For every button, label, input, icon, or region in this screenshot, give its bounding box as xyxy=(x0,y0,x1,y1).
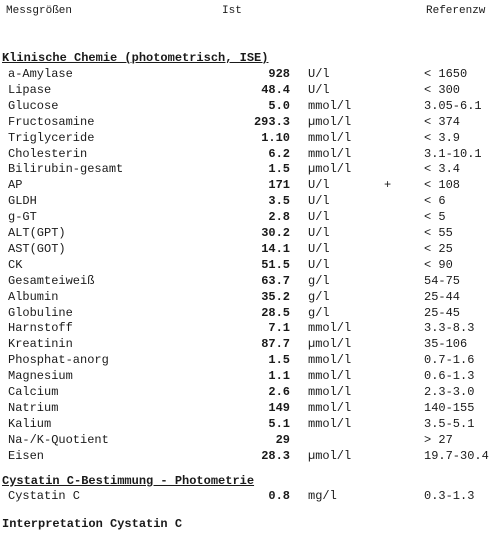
unit: mmol/l xyxy=(308,369,352,384)
table-row xyxy=(0,368,500,384)
footer-interpretation-heading: Interpretation Cystatin C xyxy=(2,517,183,531)
reference-range: < 374 xyxy=(424,114,461,129)
table-row xyxy=(0,193,500,209)
table-row xyxy=(0,336,500,352)
measured-value: 1.5 xyxy=(268,162,290,177)
unit: mmol/l xyxy=(308,321,352,336)
table-row xyxy=(0,161,500,177)
parameter-name: Na-/K-Quotient xyxy=(8,432,109,447)
reference-range: < 25 xyxy=(424,241,453,256)
table-row xyxy=(0,320,500,336)
unit: g/l xyxy=(308,273,330,288)
measured-value: 29 xyxy=(275,432,290,447)
unit: U/l xyxy=(308,82,330,97)
column-header-parameter: Messgrößen xyxy=(6,5,73,17)
measured-value: 171 xyxy=(268,178,290,193)
table-row xyxy=(0,384,500,400)
table-row xyxy=(0,273,500,289)
table-row xyxy=(0,352,500,368)
measured-value: 293.3 xyxy=(253,114,290,129)
measured-value: 3.5 xyxy=(268,194,290,209)
unit: U/l xyxy=(308,257,330,272)
table-row xyxy=(0,289,500,305)
table-row xyxy=(0,209,500,225)
reference-range: < 3.9 xyxy=(424,130,461,145)
measured-value: 2.8 xyxy=(268,210,290,225)
measured-value: 1.10 xyxy=(261,130,290,145)
parameter-name: Harnstoff xyxy=(8,321,73,336)
unit: mmol/l xyxy=(308,146,352,161)
measured-value: 14.1 xyxy=(261,241,290,256)
parameter-name: Albumin xyxy=(8,289,59,304)
unit: µmol/l xyxy=(308,337,352,352)
reference-range: 25-45 xyxy=(424,305,461,320)
parameter-name: GLDH xyxy=(8,194,37,209)
unit: mmol/l xyxy=(308,353,352,368)
table-row xyxy=(0,82,500,98)
reference-range: 140-155 xyxy=(424,400,475,415)
unit: U/l xyxy=(308,67,330,81)
unit: U/l xyxy=(308,210,330,225)
parameter-name: Triglyceride xyxy=(8,130,95,145)
parameter-name: g-GT xyxy=(8,210,37,225)
parameter-name: Magnesium xyxy=(8,369,73,384)
parameter-name: Calcium xyxy=(8,385,59,399)
reference-range: < 108 xyxy=(424,178,461,193)
parameter-name: Fructosamine xyxy=(8,114,95,129)
unit: mmol/l xyxy=(308,416,352,431)
unit: U/l xyxy=(308,226,330,240)
measured-value: 6.2 xyxy=(268,146,290,161)
table-row xyxy=(0,400,500,416)
reference-range: 35-106 xyxy=(424,337,468,352)
parameter-name: ALT(GPT) xyxy=(8,226,66,240)
column-header-reference: Referenzw xyxy=(426,5,486,17)
parameter-name: Natrium xyxy=(8,400,59,415)
reference-range: 0.7-1.6 xyxy=(424,353,475,368)
measured-value: 1.5 xyxy=(268,353,290,368)
section-title-clinical-chemistry: Klinische Chemie (photometrisch, ISE) xyxy=(2,51,269,65)
table-row xyxy=(0,130,500,146)
abnormal-flag: + xyxy=(384,178,392,193)
unit: mg/l xyxy=(308,489,337,503)
table-row xyxy=(0,177,500,193)
unit: g/l xyxy=(308,289,330,304)
unit: U/l xyxy=(308,178,330,193)
table-row xyxy=(0,488,500,504)
unit: mmol/l xyxy=(308,400,352,415)
measured-value: 28.3 xyxy=(261,448,290,463)
table-row xyxy=(0,305,500,321)
table-row xyxy=(0,432,500,448)
parameter-name: Cystatin C xyxy=(8,489,81,503)
reference-range: 2.3-3.0 xyxy=(424,385,475,399)
measured-value: 5.1 xyxy=(268,416,290,431)
reference-range: < 5 xyxy=(424,210,446,225)
reference-range: 0.3-1.3 xyxy=(424,489,475,503)
parameter-name: Phosphat-anorg xyxy=(8,353,109,368)
table-row xyxy=(0,448,500,464)
table-row xyxy=(0,225,500,241)
parameter-name: Globuline xyxy=(8,305,73,320)
parameter-name: Kreatinin xyxy=(8,337,73,352)
measured-value: 48.4 xyxy=(261,82,290,97)
table-row xyxy=(0,241,500,257)
unit: mmol/l xyxy=(308,385,352,399)
measured-value: 30.2 xyxy=(261,226,290,240)
unit: mmol/l xyxy=(308,130,352,145)
parameter-name: CK xyxy=(8,257,23,272)
table-row xyxy=(0,257,500,273)
measured-value: 35.2 xyxy=(261,289,290,304)
parameter-name: Lipase xyxy=(8,82,52,97)
reference-range: 19.7-30.4 xyxy=(424,448,489,463)
parameter-name: AP xyxy=(8,178,23,193)
parameter-name: a-Amylase xyxy=(8,67,73,81)
reference-range: > 27 xyxy=(424,432,453,447)
measured-value: 51.5 xyxy=(261,257,290,272)
reference-range: 3.1-10.1 xyxy=(424,146,482,161)
table-row xyxy=(0,146,500,162)
table-row xyxy=(0,66,500,82)
unit: µmol/l xyxy=(308,162,352,177)
column-header-ist: Ist xyxy=(222,5,242,17)
measured-value: 87.7 xyxy=(261,337,290,352)
unit: µmol/l xyxy=(308,448,352,463)
unit: mmol/l xyxy=(308,98,352,113)
unit: g/l xyxy=(308,305,330,320)
reference-range: 3.05-6.1 xyxy=(424,98,482,113)
reference-range: < 3.4 xyxy=(424,162,461,177)
parameter-name: Cholesterin xyxy=(8,146,88,161)
unit: U/l xyxy=(308,241,330,256)
parameter-name: Gesamteiweiß xyxy=(8,273,95,288)
table-row xyxy=(0,98,500,114)
parameter-name: Glucose xyxy=(8,98,59,113)
reference-range: 0.6-1.3 xyxy=(424,369,475,384)
reference-range: < 55 xyxy=(424,226,453,240)
measured-value: 0.8 xyxy=(268,489,290,503)
reference-range: < 300 xyxy=(424,82,461,97)
measured-value: 928 xyxy=(268,67,290,81)
reference-range: 3.3-8.3 xyxy=(424,321,475,336)
parameter-name: Kalium xyxy=(8,416,52,431)
measured-value: 7.1 xyxy=(268,321,290,336)
reference-range: 3.5-5.1 xyxy=(424,416,475,431)
unit: U/l xyxy=(308,194,330,209)
parameter-name: Bilirubin-gesamt xyxy=(8,162,124,177)
table-row xyxy=(0,114,500,130)
parameter-name: Eisen xyxy=(8,448,45,463)
table-row xyxy=(0,416,500,432)
section-title-cystatin: Cystatin C-Bestimmung - Photometrie xyxy=(2,474,255,488)
reference-range: < 1650 xyxy=(424,67,468,81)
measured-value: 1.1 xyxy=(268,369,290,384)
measured-value: 63.7 xyxy=(261,273,290,288)
reference-range: < 90 xyxy=(424,257,453,272)
parameter-name: AST(GOT) xyxy=(8,241,66,256)
reference-range: 25-44 xyxy=(424,289,461,304)
measured-value: 5.0 xyxy=(268,98,290,113)
reference-range: < 6 xyxy=(424,194,446,209)
measured-value: 149 xyxy=(268,400,290,415)
measured-value: 2.6 xyxy=(268,385,290,399)
reference-range: 54-75 xyxy=(424,273,461,288)
unit: µmol/l xyxy=(308,114,352,129)
measured-value: 28.5 xyxy=(261,305,290,320)
